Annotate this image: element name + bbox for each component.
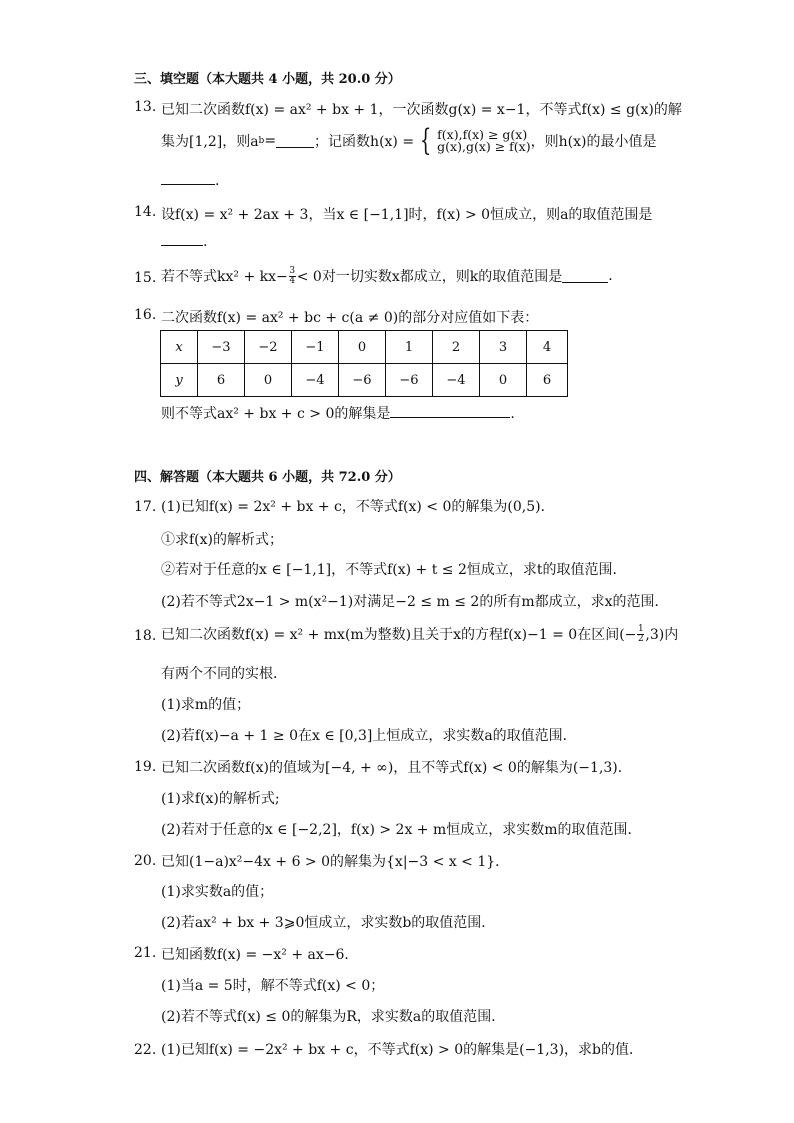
table-row-x: [161, 331, 568, 364]
q15-frac-num: 3: [289, 265, 296, 276]
table-cell: 2: [433, 331, 480, 364]
q13-line2-pre: 集为[1,2]，则a: [161, 134, 259, 150]
q13-line2-mid: =: [264, 133, 277, 149]
q18-frac-den: 2: [638, 633, 644, 644]
q13-case-1: f(x),f(x) ≥ g(x): [437, 127, 528, 142]
q15-pre: 若不等式kx² + kx−: [161, 269, 288, 285]
table-cell: 6: [527, 364, 568, 397]
table-cell: 4: [527, 331, 568, 364]
table-cell: 3: [480, 331, 527, 364]
q13-line3: [161, 172, 219, 189]
q20-l1: 已知(1−a)x²−4x + 6 > 0的解集为{x|−3 < x < 1}．: [161, 854, 510, 870]
table-cell: −3: [198, 331, 245, 364]
q22-number: 22.: [134, 1042, 157, 1058]
q17-l2: ①求f(x)的解析式；: [161, 532, 284, 548]
q13-line2-after-blank: ；记函数h(x) =: [314, 134, 415, 150]
q13-number: 13.: [134, 99, 157, 115]
q17-number: 17.: [134, 499, 157, 515]
table-cell: 0: [245, 364, 292, 397]
q22-l1: (1)已知f(x) = −2x² + bx + c，不等式f(x) > 0的解集是(−1,3)，求b的值．: [161, 1042, 643, 1058]
q17-l3: ②若对于任意的x ∈ [−1,1]，不等式f(x) + t ≤ 2恒成立，求t的取值范围．: [161, 562, 627, 578]
q14-line2: [161, 233, 207, 250]
section-3-header: 三、填空题（本大题共 4 小题，共 20.0 分）: [134, 72, 401, 87]
q13-line1: 已知二次函数f(x) = ax² + bx + 1，一次函数g(x) = x−1，不等式f(x) ≤ g(x)的解: [161, 102, 682, 118]
q19-l3: (2)若对于任意的x ∈ [−2,2]，f(x) > 2x + m恒成立，求实数m的取值范围．: [161, 822, 642, 838]
q17-l4: (2)若不等式2x−1 > m(x²−1)对满足−2 ≤ m ≤ 2的所有m都成立，求x的范围．: [161, 594, 669, 610]
q18-l2: 有两个不同的实根．: [161, 666, 287, 682]
q19-l2: (1)求f(x)的解析式;: [161, 791, 280, 807]
q18-l1: [161, 624, 678, 644]
q18-fraction: [637, 625, 644, 644]
table-cell: 6: [198, 364, 245, 397]
table-cell: 1: [386, 331, 433, 364]
q21-l3: (2)若不等式f(x) ≤ 0的解集为R，求实数a的取值范围．: [161, 1009, 506, 1025]
q14-line2-end: .: [203, 234, 208, 250]
q15-number: 15.: [134, 270, 157, 286]
q21-number: 21.: [134, 945, 157, 961]
left-brace-icon: {: [419, 123, 432, 158]
table-cell: −2: [245, 331, 292, 364]
q18-l3: (1)求m的值；: [161, 697, 251, 713]
q14-number: 14.: [134, 204, 157, 220]
q13-line2-sup: b: [258, 136, 265, 146]
q15-line: [161, 266, 613, 286]
table-cell: −6: [339, 364, 386, 397]
q21-l2: (1)当a = 5时，解不等式f(x) < 0；: [161, 978, 385, 994]
q14-line1: 设f(x) = x² + 2ax + 3，当x ∈ [−1,1]时，f(x) > 0恒成立，则a的取值范围是: [161, 207, 653, 223]
q13-blank-1[interactable]: [276, 135, 314, 148]
q15-fraction: [289, 267, 296, 286]
q20-number: 20.: [134, 853, 157, 869]
q17-l1: (1)已知f(x) = 2x² + bx + c，不等式f(x) < 0的解集为(0,5)．: [161, 499, 555, 515]
table-row-y: [161, 364, 568, 397]
q16-after-text: 则不等式ax² + bx + c > 0的解集是: [161, 406, 391, 422]
q16-number: 16.: [134, 307, 157, 323]
q19-l1: 已知二次函数f(x)的值域为[−4, + ∞)，且不等式f(x) < 0的解集为(−1,3)．: [161, 760, 632, 776]
table-header-x: x: [161, 331, 198, 364]
q16-line1: 二次函数f(x) = ax² + bc + c(a ≠ 0)的部分对应值如下表：: [161, 310, 539, 326]
q13-line3-end: .: [215, 173, 220, 189]
q18-l1-post: ,3)内: [645, 627, 679, 643]
table-cell: 0: [339, 331, 386, 364]
q16-end: .: [510, 406, 515, 422]
table-cell: −4: [433, 364, 480, 397]
table-cell: −4: [292, 364, 339, 397]
q16-blank[interactable]: [390, 405, 510, 418]
q13-case-2: g(x),g(x) ≥ f(x): [437, 139, 531, 154]
q14-blank[interactable]: [161, 233, 203, 246]
table-header-y: y: [161, 364, 198, 397]
q13-piecewise-cases: [437, 129, 530, 153]
q18-frac-num: 1: [638, 623, 644, 634]
q15-blank[interactable]: [562, 270, 608, 283]
q15-post: < 0对一切实数x都成立，则k的取值范围是: [296, 269, 563, 285]
table-cell: −6: [386, 364, 433, 397]
q20-l2: (1)求实数a的值；: [161, 884, 274, 900]
q13-line2: [161, 123, 657, 158]
table-cell: −1: [292, 331, 339, 364]
q13-blank-2[interactable]: [161, 172, 215, 185]
q16-value-table: [160, 330, 568, 397]
q20-l3: (2)若ax² + bx + 3⩾0恒成立，求实数b的取值范围．: [161, 915, 496, 931]
table-cell: 0: [480, 364, 527, 397]
q19-number: 19.: [134, 759, 157, 775]
section-4-header: 四、解答题（本大题共 6 小题，共 72.0 分）: [134, 470, 401, 485]
q21-l1: 已知函数f(x) = −x² + ax−6．: [161, 947, 359, 963]
q18-l4: (2)若f(x)−a + 1 ≥ 0在x ∈ [0,3]上恒成立，求实数a的取值范围．: [161, 728, 577, 744]
q18-l1-pre: 已知二次函数f(x) = x² + mx(m为整数)且关于x的方程f(x)−1 = 0在区间(−: [161, 627, 637, 643]
q16-after: [161, 403, 515, 423]
q15-frac-den: 4: [289, 275, 296, 286]
q15-end: .: [608, 268, 613, 284]
q13-line2-end: ，则h(x)的最小值是: [530, 134, 657, 150]
q18-number: 18.: [134, 628, 157, 644]
